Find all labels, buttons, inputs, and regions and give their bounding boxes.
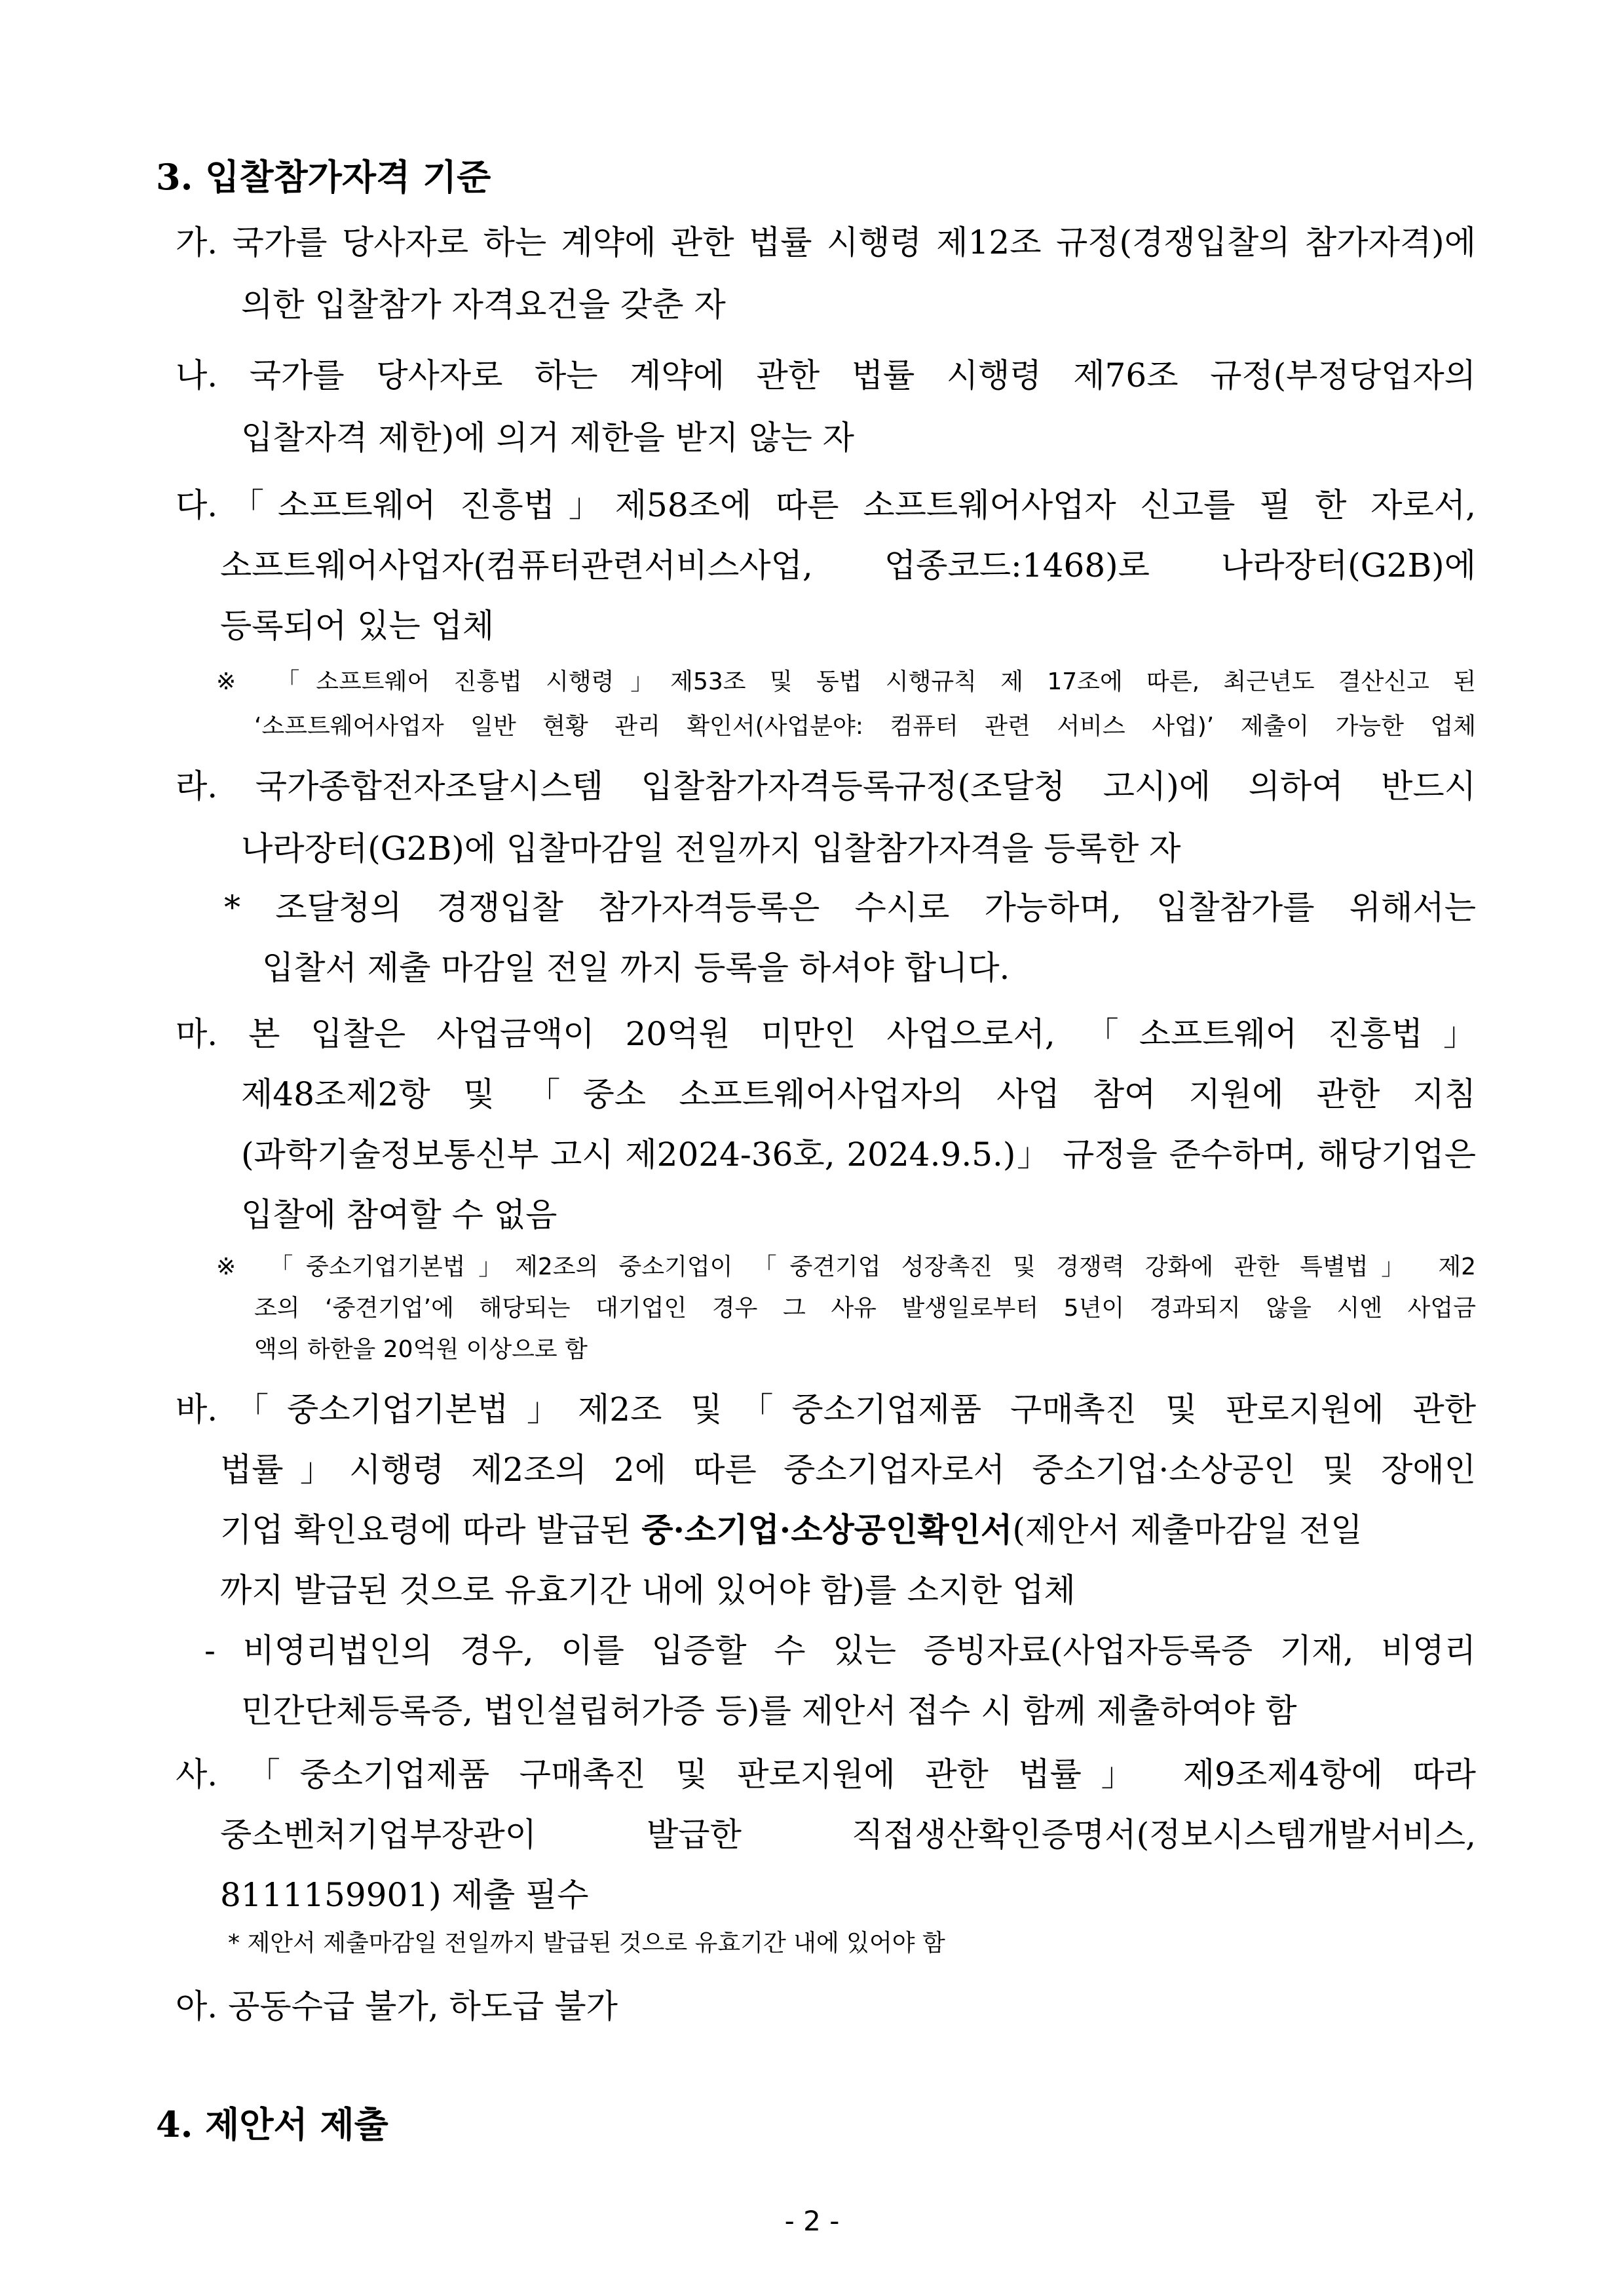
item-na-line-2: 입찰자격 제한)에 의거 제한을 받지 않는 자 xyxy=(241,419,854,457)
item-da-note-line-2: ‘소프트웨어사업자 일반 현황 관리 확인서(사업분야: 컴퓨터 관련 서비스 사업)’ 제출이 가능한 업체 xyxy=(254,713,1476,740)
item-da-note-line-1: ※ 「소프트웨어 진흥법 시행령」제53조 및 동법 시행규칙 제 17조에 따른, 최근년도 결산신고 된 xyxy=(216,668,1476,695)
item-ba-line-4: 까지 발급된 것으로 유효기간 내에 있어야 함)를 소지한 업체 xyxy=(220,1571,1076,1609)
item-ma-line-1: 마. 본 입찰은 사업금액이 20억원 미만인 사업으로서, 「소프트웨어 진흥법」 xyxy=(176,1015,1476,1053)
item-ra-sub-line-1: * 조달청의 경쟁입찰 참가자격등록은 수시로 가능하며, 입찰참가를 위해서는 xyxy=(224,889,1476,927)
item-sa-sub-line-1: * 제안서 제출마감일 전일까지 발급된 것으로 유효기간 내에 있어야 함 xyxy=(228,1930,945,1957)
item-a-line-1: 아. 공동수급 불가, 하도급 불가 xyxy=(176,1987,618,2025)
item-da-line-2: 소프트웨어사업자(컴퓨터관련서비스사업, 업종코드:1468)로 나라장터(G2B)에 xyxy=(220,546,1476,584)
item-ga-line-2: 의한 입찰참가 자격요건을 갖춘 자 xyxy=(241,286,726,324)
item-ra-sub-line-2: 입찰서 제출 마감일 전일 까지 등록을 하셔야 합니다. xyxy=(262,949,1010,987)
item-ba-certificate-emphasis: 중·소기업·소상공인확인서 xyxy=(641,1510,1013,1549)
item-na-line-1: 나. 국가를 당사자로 하는 계약에 관한 법률 시행령 제76조 규정(부정당업자의 xyxy=(176,356,1476,394)
section-4-heading: 4. 제안서 제출 xyxy=(156,2103,388,2145)
item-ma-line-2: 제48조제2항 및 「중소 소프트웨어사업자의 사업 참여 지원에 관한 지침 xyxy=(241,1075,1476,1113)
item-ba-line-3-start: 기업 확인요령에 따라 발급된 xyxy=(220,1511,642,1549)
item-ra-line-2: 나라장터(G2B)에 입찰마감일 전일까지 입찰참가자격을 등록한 자 xyxy=(241,830,1181,868)
item-ga-line-1: 가. 국가를 당사자로 하는 계약에 관한 법률 시행령 제12조 규정(경쟁입찰의 참가자격)에 xyxy=(176,223,1476,261)
item-ma-note-line-3: 액의 하한을 20억원 이상으로 함 xyxy=(254,1336,588,1363)
item-ra-line-1: 라. 국가종합전자조달시스템 입찰참가자격등록규정(조달청 고시)에 의하여 반드시 xyxy=(176,767,1476,805)
item-ba-dash-line-2: 민간단체등록증, 법인설립허가증 등)를 제안서 접수 시 함께 제출하여야 함 xyxy=(241,1692,1297,1730)
page-number: - 2 - xyxy=(784,2205,840,2237)
item-ba-line-2: 법률」시행령 제2조의 2에 따른 중소기업자로서 중소기업·소상공인 및 장애인 xyxy=(220,1451,1476,1489)
item-sa-line-3: 8111159901) 제출 필수 xyxy=(220,1876,589,1914)
item-ma-note-line-2: 조의 ‘중견기업’에 해당되는 대기업인 경우 그 사유 발생일로부터 5년이 경과되지 않을 시엔 사업금 xyxy=(254,1295,1476,1322)
item-ma-line-4: 입찰에 참여할 수 없음 xyxy=(241,1196,557,1234)
item-sa-line-2: 중소벤처기업부장관이 발급한 직접생산확인증명서(정보시스템개발서비스, xyxy=(220,1816,1476,1854)
item-ma-line-3: (과학기술정보통신부 고시 제2024-36호, 2024.9.5.)」 규정을 준수하며, 해당기업은 xyxy=(241,1136,1476,1174)
item-ba-line-1: 바.「중소기업기본법」제2조 및「중소기업제품 구매촉진 및 판로지원에 관한 xyxy=(176,1390,1476,1428)
item-ba-line-3-end: (제안서 제출마감일 전일 xyxy=(1012,1511,1363,1549)
item-da-line-1: 다.「소프트웨어 진흥법」제58조에 따른 소프트웨어사업자 신고를 필 한 자로서, xyxy=(176,486,1476,524)
item-ba-line-3 xyxy=(220,1504,1363,1551)
item-ma-note-line-1: ※ 「중소기업기본법」제2조의 중소기업이 「중견기업 성장촉진 및 경쟁력 강화에 관한 특별법」 제2 xyxy=(216,1253,1476,1280)
item-sa-line-1: 사. 「중소기업제품 구매촉진 및 판로지원에 관한 법률」 제9조제4항에 따라 xyxy=(176,1755,1476,1793)
item-da-line-3: 등록되어 있는 업체 xyxy=(220,607,495,645)
section-3-heading: 3. 입찰참가자격 기준 xyxy=(156,156,491,198)
item-ba-dash-line-1: - 비영리법인의 경우, 이를 입증할 수 있는 증빙자료(사업자등록증 기재, 비영리 xyxy=(204,1632,1476,1670)
